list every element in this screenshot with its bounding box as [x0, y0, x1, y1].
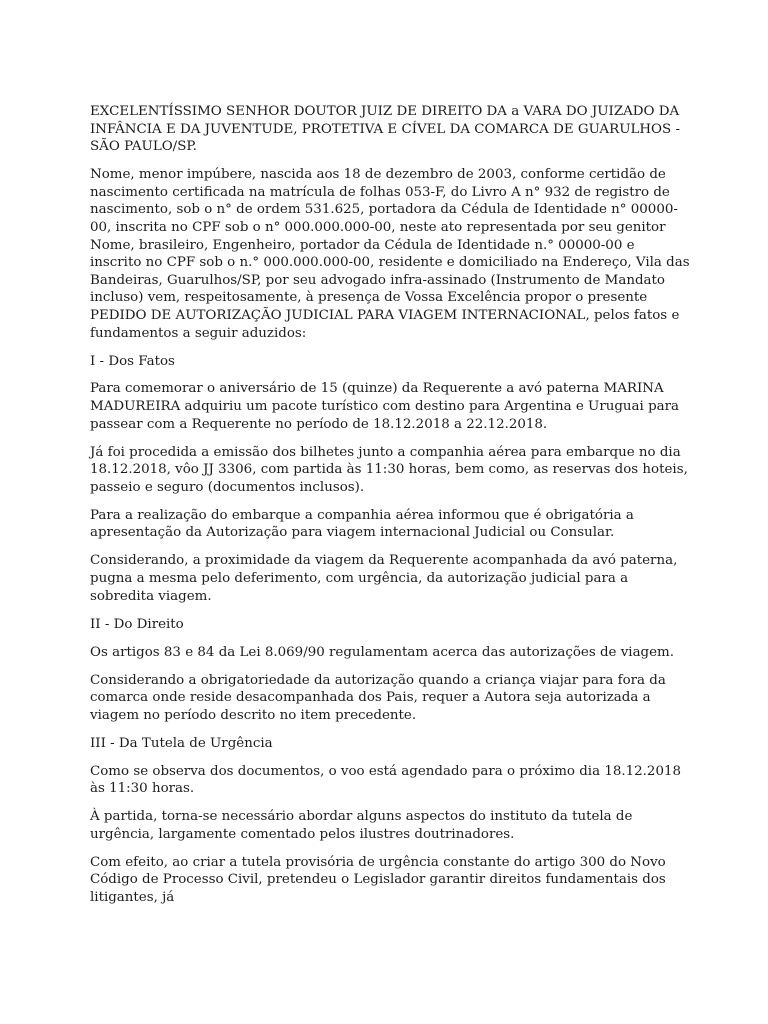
facts-paragraph-4: Considerando, a proximidade da viagem da Requerente acompanhada da avó paterna, pugna a mesma pelo deferimento, com urgência, da autorização judicial para a sobredita viagem. [90, 553, 678, 604]
urgency-paragraph-1: Como se observa dos documentos, o voo está agendado para o próximo dia 18.12.2018 às 11:30 horas. [90, 763, 681, 797]
section-heading-law: II - Do Direito [90, 616, 184, 632]
urgency-paragraph-2: À partida, torna-se necessário abordar alguns aspectos do instituto da tutela de urgência, largamente comentado pelos ilustres doutrinadores. [90, 809, 633, 842]
qualification-paragraph: Nome, menor impúbere, nascida aos 18 de dezembro de 2003, conforme certidão de nascimento certificada na matrícula de folhas 053-F, do Livro A n° 932 de registro de nascimento, sob o n° de ordem 531.625, portadora da Cédula de Identidade n° 00000-00, inscrita no CPF sob o n° 000.000.000-00, neste ato representada por seu genitor Nome, brasileiro, Engenheiro, portador da Cédula de Identidade n.° 00000-00 e inscrito no CPF sob o n.° 000.000.000-00, residente e domiciliado na Endereço, Vila das Bandeiras, Guarulhos/SP, por seu advogado infra-assinado (Instrumento de Mandato incluso) vem, respeitosamente, à presença de Vossa Excelência propor o presente PEDIDO DE AUTORIZAÇÃO JUDICIAL PARA VIAGEM INTERNACIONAL, pelos fatos e fundamentos a seguir aduzidos: [90, 167, 690, 341]
urgency-paragraph-3: Com efeito, ao criar a tutela provisória de urgência constante do artigo 300 do Novo Código de Processo Civil, pretendeu o Legislador garantir direitos fundamentais dos litigantes, já [90, 854, 666, 906]
facts-paragraph-1: Para comemorar o aniversário de 15 (quinze) da Requerente a avó paterna MARINA MADUREIRA adquiriu um pacote turístico com destino para Argentina e Uruguai para passear com a Requerente no período de 18.12.2018 a 22.12.2018. [90, 381, 680, 432]
address-heading: EXCELENTÍSSIMO SENHOR DOUTOR JUIZ DE DIREITO DA a VARA DO JUIZADO DA INFÂNCIA E DA JUVENTUDE, PROTETIVA E CÍVEL DA COMARCA DE GUARULHOS - SÃO PAULO/SP. [90, 104, 680, 155]
facts-paragraph-3: Para a realização do embarque a companhia aérea informou que é obrigatória a apresentação da Autorização para viagem internacional Judicial ou Consular. [90, 507, 634, 541]
law-paragraph-1: Os artigos 83 e 84 da Lei 8.069/90 regulamentam acerca das autorizações de viagem. [90, 644, 675, 660]
facts-paragraph-2: Já foi procedida a emissão dos bilhetes junto a companhia aérea para embarque no dia 18.12.2018, vôo JJ 3306, com partida às 11:30 horas, bem como, as reservas dos hoteis, passeio e seguro (documentos inclusos). [90, 444, 688, 495]
document-page [90, 103, 690, 917]
section-heading-facts: I - Dos Fatos [90, 353, 175, 369]
law-paragraph-2: Considerando a obrigatoriedade da autorização quando a criança viajar para fora da comarca onde reside desacompanhada dos Pais, requer a Autora seja autorizada a viagem no período descrito no item precedente. [90, 672, 666, 723]
section-heading-urgency: III - Da Tutela de Urgência [90, 735, 273, 751]
